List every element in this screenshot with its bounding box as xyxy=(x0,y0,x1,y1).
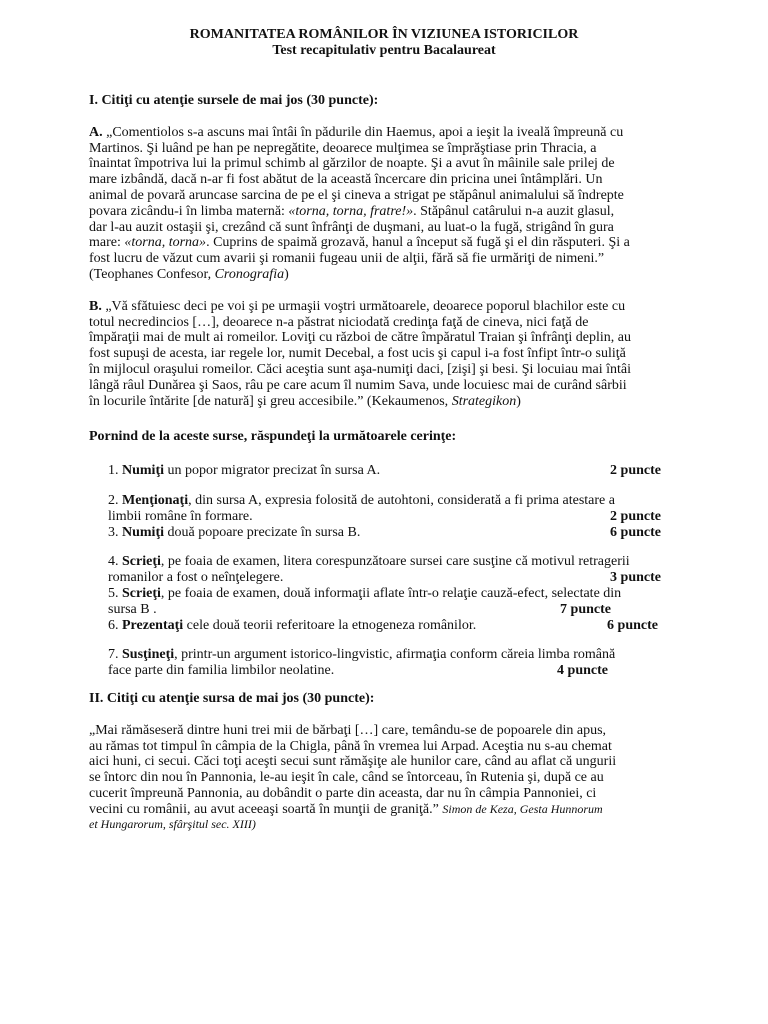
latin-quote: «torna, torna» xyxy=(124,235,207,251)
requirements-intro: Pornind de la aceste surse, răspundeţi la următoarele cerinţe: xyxy=(89,429,457,445)
source-b-line: în mijlocul oraşului romeilor. Căci aceştia sunt aşa-numiţi daci, [zişi] şi besi. Şi locuiau mai întâi xyxy=(89,361,631,377)
req-text: , din sursa A, expresia folosită de autohtoni, considerată a fi prima atestare a xyxy=(188,492,615,508)
req-points: 2 puncte xyxy=(610,508,661,524)
text-span: (Teophanes Confesor, xyxy=(89,266,215,282)
text-span: . Cuprins de spaimă grozavă, hanul a început să fugă şi el din răsputeri. Şi a xyxy=(206,235,630,251)
source-a-line: dar l-au auzit ostaşii şi, crezând că sunt înfrânţi de duşmani, au luat-o la fugă, strigând în gura xyxy=(89,219,614,235)
req-text-cont: romanilor a fost o neînţelegere. xyxy=(108,570,284,586)
text-span: . Stăpânul catârului n-a auzit glasul, xyxy=(413,203,615,219)
req-number: 6. xyxy=(108,617,122,633)
document-title: ROMANITATEA ROMÂNILOR ÎN VIZIUNEA ISTORICILOR xyxy=(189,27,579,42)
document-content xyxy=(89,27,679,833)
source-b xyxy=(89,299,679,410)
text-span: în locurile întărite [de natură] şi greu accesibile.” (Kekaumenos, xyxy=(89,393,452,409)
section-2-heading: II. Citiţi cu atenţie sursa de mai jos (30 puncte): xyxy=(89,690,375,706)
req-number: 7. xyxy=(108,647,122,663)
source-a-label: A. xyxy=(89,124,103,140)
source-a-line: Martinos. Şi luând pe han pe nepregătite, deoarece mulţimea se împrăştiase prin Thracia, a xyxy=(89,140,597,156)
req-text: , pe foaia de examen, litera corespunzătoare sursei care susţine că motivul retragerii xyxy=(160,554,630,570)
req-verb: Scrieţi xyxy=(122,554,161,570)
req-text-cont: sursa B . xyxy=(108,601,157,617)
source-b-line: totul necredincios […], deoarece n-a păstrat niciodată credinţa faţă de cineva, nici faţă de xyxy=(89,314,589,330)
text-span: ) xyxy=(516,393,521,409)
req-points: 6 puncte xyxy=(607,617,658,633)
text-span: ) xyxy=(284,266,289,282)
source-2-citation-cont: et Hungarorum, sfârşitul sec. XIII) xyxy=(89,817,256,832)
source-2-line xyxy=(89,802,679,818)
citation-title: Cronografia xyxy=(214,266,285,282)
requirement-1 xyxy=(108,463,679,479)
source-2-line: cucerit împreună Pannonia, au dobândit o parte din aceasta, dar nu în câmpia Pannoniei, ci xyxy=(89,785,597,801)
latin-quote: «torna, torna, fratre!» xyxy=(288,203,414,219)
source-2-line: „Mai rămăseseră dintre huni trei mii de bărbaţi […] care, temându-se de popoarele din apus, xyxy=(89,722,607,738)
source-b-line: lângă râul Dunărea şi Saos, râu pe care acum îl numim Sava, unde locuiesc mai de curând sârbii xyxy=(89,377,627,393)
text-span: mare: xyxy=(89,235,125,251)
req-verb: Numiţi xyxy=(122,463,164,479)
source-b-line: „Vă sfătuiesc deci pe voi şi pe urmaşii voştri următoarele, deoarece poporul blachilor este cu xyxy=(101,298,626,314)
req-points: 7 puncte xyxy=(560,601,611,617)
req-number: 3. xyxy=(108,524,122,540)
req-number: 2. xyxy=(108,492,122,508)
req-text-cont: limbii române în formare. xyxy=(108,508,253,524)
req-verb: Scrieţi xyxy=(122,585,161,601)
requirement-6 xyxy=(108,618,679,634)
req-points: 4 puncte xyxy=(557,663,608,679)
requirement-4 xyxy=(108,554,679,586)
req-number: 5. xyxy=(108,585,122,601)
req-text: , pe foaia de examen, două informaţii aflate într-o relaţie cauză-efect, selectate din xyxy=(160,585,622,601)
text-span: vecini cu românii, au avut aceeaşi soartă în munţii de graniţă.” xyxy=(89,801,443,817)
source-a-line: „Comentiolos s-a ascuns mai întâi în pădurile din Haemus, apoi a ieşit la iveală împreună cu xyxy=(102,124,624,140)
source-a xyxy=(89,125,679,283)
req-text: , printr-un argument istorico-lingvistic, afirmaţia conform căreia limba română xyxy=(174,647,616,663)
source-a-line: fost lucru de văzut cum avarii şi romanii fugeau unii de alţii, fără să fie urmăriţi de nimeni.” xyxy=(89,251,605,267)
requirement-7 xyxy=(108,647,679,679)
citation-title: Strategikon xyxy=(451,393,517,409)
text-span: povara zicându-i în limba maternă: xyxy=(89,203,289,219)
req-text: cele două teorii referitoare la etnogeneza românilor. xyxy=(183,617,477,633)
source-a-line: înaintat împotriva lui la primul schimb al gărzilor de noapte. Şi a avut în mâinile sale prilej de xyxy=(89,156,615,172)
source-a-citation xyxy=(89,267,679,283)
requirements-list xyxy=(89,463,679,679)
req-points: 2 puncte xyxy=(610,463,661,479)
source-a-line: mare izbândă, dacă n-ar fi fost abătut de la această încercare din pricina unei întâmplări. Un xyxy=(89,172,603,188)
source-2-line: aici huni, ci secui. Căci toţi aceşti secui sunt rămăşiţe ale hunilor care, când au aflat că ungurii xyxy=(89,754,617,770)
req-text: două popoare precizate în sursa B. xyxy=(164,524,361,540)
req-number: 1. xyxy=(108,463,122,479)
source-b-line xyxy=(89,394,679,410)
source-2-line: au rămas tot timpul în câmpia de la Chigla, până în vremea lui Arpad. Aceştia nu s-au chemat xyxy=(89,738,612,754)
source-2-line: se întorc din nou în Pannonia, le-au ieşit în cale, când se întorceau, în Rutenia şi, după ce au xyxy=(89,770,604,786)
req-verb: Susţineţi xyxy=(122,647,175,663)
source-b-line: fost supuşi de acesta, iar regele lor, numit Decebal, a fost ucis şi capul i-a fost înfipt într-o suliţă xyxy=(89,346,626,362)
requirement-5 xyxy=(108,586,679,618)
req-text: un popor migrator precizat în sursa A. xyxy=(164,463,381,479)
source-a-line: animal de povară aruncase sarcina de pe el şi cineva a strigat pe stăpânul animalului să îndrepte xyxy=(89,187,624,203)
source-section-2 xyxy=(89,723,679,834)
source-2-citation: Simon de Keza, Gesta Hunnorum xyxy=(442,801,603,816)
source-a-line xyxy=(89,235,679,251)
source-b-label: B. xyxy=(89,298,102,314)
source-b-line: împăraţii mai de mult ai romeilor. Loviţi cu război de către împăratul Traian şi înfrânţi deplin, au xyxy=(89,330,631,346)
req-verb: Prezentaţi xyxy=(122,617,184,633)
req-points: 6 puncte xyxy=(610,524,661,540)
req-points: 3 puncte xyxy=(610,570,661,586)
req-verb: Menţionaţi xyxy=(122,492,189,508)
req-verb: Numiţi xyxy=(122,524,164,540)
requirement-3 xyxy=(108,525,679,541)
section-1-heading: I. Citiţi cu atenţie sursele de mai jos (30 puncte): xyxy=(89,93,379,108)
req-text-cont: face parte din familia limbilor neolatine. xyxy=(108,663,335,679)
requirement-2 xyxy=(108,493,679,525)
source-a-line xyxy=(89,204,679,220)
req-number: 4. xyxy=(108,554,122,570)
document-subtitle: Test recapitulativ pentru Bacalaureat xyxy=(272,43,496,58)
